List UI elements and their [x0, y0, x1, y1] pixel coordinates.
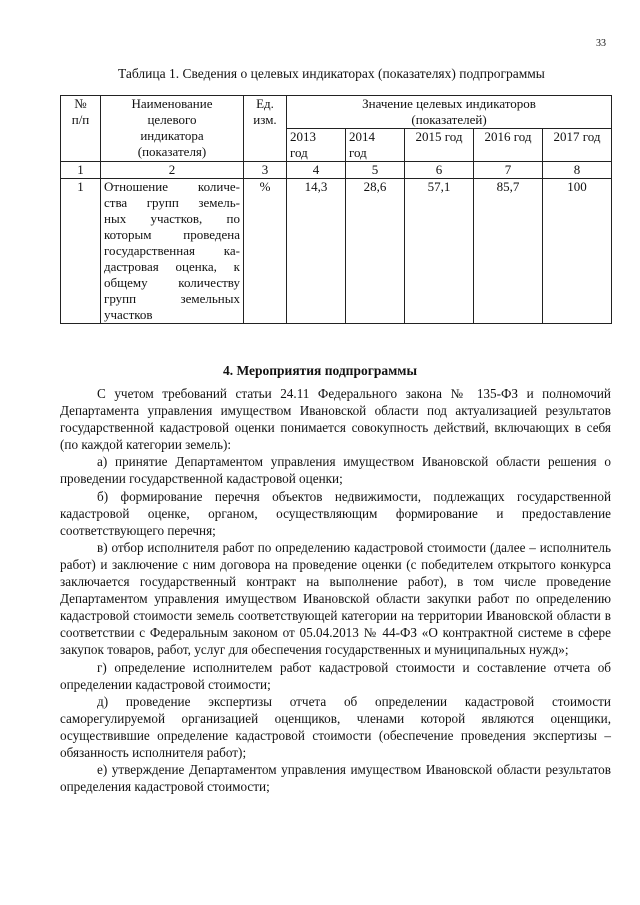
paragraph-item-d: д) проведение экспертизы отчета об определении кадастровой стоимости саморегулируемой организацией оценщиков, членами которой являются оценщики, осуществившие определение кадастровой стоимости (обеспечение проведения экспертизы – обязанность исполнителя работ);: [60, 693, 611, 760]
col-number: 1: [61, 162, 101, 179]
row-unit: %: [244, 179, 287, 324]
header-values-group: Значение целевых индикаторов (показателей): [287, 96, 612, 129]
row-indicator-name: Отношение количе- ства групп земель- ных участков, по которым проведена государственная ка- дастровая оценка, к общему количеству групп земельных участков: [101, 179, 244, 324]
indicators-table: [60, 95, 612, 324]
header-year-2016: 2016 год: [474, 129, 543, 162]
header-name: Наименование целевого индикатора (показателя): [101, 96, 244, 162]
col-number: 6: [405, 162, 474, 179]
header-year-2017: 2017 год: [543, 129, 612, 162]
table-caption: Таблица 1. Сведения о целевых индикаторах (показателях) подпрограммы: [118, 66, 545, 81]
paragraph-item-g: г) определение исполнителем работ кадастровой стоимости и составление отчета об определении кадастровой стоимости;: [60, 659, 611, 692]
col-number: 8: [543, 162, 612, 179]
header-year-2015: 2015 год: [405, 129, 474, 162]
header-year-2013: 2013 год: [287, 129, 346, 162]
paragraph-item-b: б) формирование перечня объектов недвижимости, подлежащих государственной кадастровой оценке, органом, осуществляющим формирование и предоставление соответствующего перечня;: [60, 488, 611, 538]
row-value-2014: 28,6: [346, 179, 405, 324]
col-number: 2: [101, 162, 244, 179]
row-num: 1: [61, 179, 101, 324]
header-unit: Ед. изм.: [244, 96, 287, 162]
paragraph-intro: С учетом требований статьи 24.11 Федерального закона № 135-ФЗ и полномочий Департамента управления имуществом Ивановской области под актуализацией результатов государственной кадастровой оценки понимается совокупность действий, включающих в себя (по каждой категории земель):: [60, 386, 611, 453]
column-number-row: [61, 162, 612, 179]
header-num: № п/п: [61, 96, 101, 162]
col-number: 4: [287, 162, 346, 179]
paragraph-item-a: а) принятие Департаментом управления имуществом Ивановской области решения о проведении государственной кадастровой оценки;: [60, 454, 611, 487]
col-number: 5: [346, 162, 405, 179]
col-number: 3: [244, 162, 287, 179]
section-title: 4. Мероприятия подпрограммы: [222, 363, 418, 378]
table-header-row: [61, 96, 612, 129]
row-value-2013: 14,3: [287, 179, 346, 324]
paragraph-item-v: в) отбор исполнителя работ по определению кадастровой стоимости (далее – исполнитель работ) и заключение с ним договора на проведение оценки (с победителем открытого конкурса заключается государственный контракт на выполнение работ), в том числе проведение Департаментом управления имуществом Ивановской области закупки работ по определению кадастровой стоимости земель соответствующей категории на территории Ивановской области в соответствии с Федеральным законом от 05.04.2013 № 44-ФЗ «О контрактной системе в сфере закупок товаров, работ, услуг для обеспечения государственных и муниципальных нужд»;: [60, 539, 611, 658]
table-row: [61, 179, 612, 324]
col-number: 7: [474, 162, 543, 179]
page-number: 33: [596, 38, 606, 49]
paragraph-item-e: е) утверждение Департаментом управления имуществом Ивановской области результатов определения кадастровой стоимости;: [60, 762, 611, 795]
row-value-2015: 57,1: [405, 179, 474, 324]
body-text: [60, 385, 611, 795]
header-year-2014: 2014 год: [346, 129, 405, 162]
row-value-2016: 85,7: [474, 179, 543, 324]
row-value-2017: 100: [543, 179, 612, 324]
